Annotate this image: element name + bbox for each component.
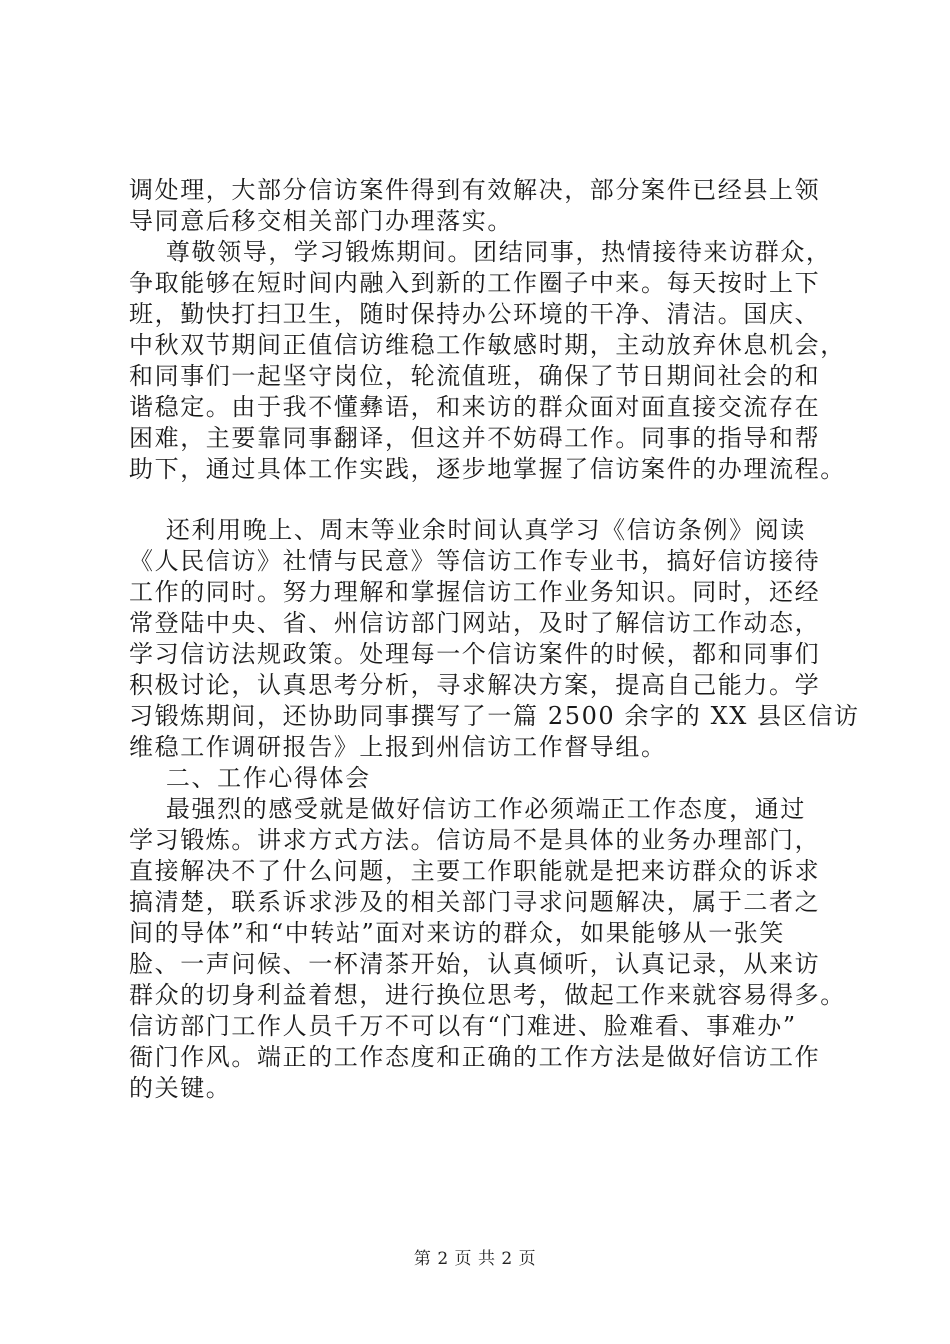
text-line: 谐稳定。由于我不懂彝语，和来访的群众面对面直接交流存在	[129, 393, 821, 421]
text-line: 积极讨论，认真思考分析，寻求解决方案，提高自己能力。学	[129, 671, 821, 699]
text-line: 学习锻炼。讲求方式方法。信访局不是具体的业务办理部门，	[129, 826, 821, 854]
text-line: 搞清楚，联系诉求涉及的相关部门寻求问题解决，属于二者之	[129, 888, 821, 916]
text-line: 《人民信访》社情与民意》等信访工作专业书，搞好信访接待	[129, 547, 821, 575]
paragraph	[129, 794, 864, 1104]
text-line: 脸、一声问候、一杯清茶开始，认真倾听，认真记录，从来访	[129, 950, 821, 978]
text-line: 尊敬领导，学习锻炼期间。团结同事，热情接待来访群众，	[129, 238, 832, 266]
section-heading	[129, 763, 864, 794]
text-line: 班，勤快打扫卫生，随时保持办公环境的干净、清洁。国庆、	[129, 300, 821, 328]
text-line: 助下，通过具体工作实践，逐步地掌握了信访案件的办理流程。	[129, 455, 846, 483]
paragraph	[129, 515, 864, 763]
text-line: 和同事们一起坚守岗位，轮流值班，确保了节日期间社会的和	[129, 362, 821, 390]
page-footer: 第 2 页 共 2 页	[413, 1249, 537, 1269]
text-line: 还利用晚上、周末等业余时间认真学习《信访条例》阅读	[129, 516, 806, 544]
text-line: 学习信访法规政策。处理每一个信访案件的时候，都和同事们	[129, 640, 821, 668]
text-line: 调处理，大部分信访案件得到有效解决，部分案件已经县上领	[129, 176, 821, 204]
text-line: 维稳工作调研报告》上报到州信访工作督导组。	[129, 733, 667, 761]
text-line: 的关键。	[129, 1074, 232, 1102]
paragraph-spacer	[129, 485, 864, 515]
text-line: 导同意后移交相关部门办理落实。	[129, 207, 513, 235]
text-line: 信访部门工作人员千万不可以有“门难进、脸难看、事难办”	[129, 1012, 797, 1040]
text-line: 争取能够在短时间内融入到新的工作圈子中来。每天按时上下	[129, 269, 821, 297]
text-line: 最强烈的感受就是做好信访工作必须端正工作态度，通过	[129, 795, 806, 823]
text-line: 工作的同时。努力理解和掌握信访工作业务知识。同时，还经	[129, 578, 821, 606]
text-line: 群众的切身利益着想，进行换位思考，做起工作来就容易得多。	[129, 981, 846, 1009]
text-line: 困难，主要靠同事翻译，但这并不妨碍工作。同事的指导和帮	[129, 424, 821, 452]
heading-text: 二、工作心得体会	[129, 764, 371, 792]
text-line: 中秋双节期间正值信访维稳工作敏感时期，主动放弃休息机会，	[129, 331, 846, 359]
paragraph	[129, 237, 864, 485]
text-line: 习锻炼期间，还协助同事撰写了一篇 2500 余字的 XX 县区信访	[129, 702, 860, 730]
text-line: 直接解决不了什么问题，主要工作职能就是把来访群众的诉求	[129, 857, 821, 885]
paragraph	[129, 175, 864, 237]
document-body	[129, 175, 864, 1104]
text-line: 衙门作风。端正的工作态度和正确的工作方法是做好信访工作	[129, 1043, 821, 1071]
text-line: 间的导体”和“中转站”面对来访的群众，如果能够从一张笑	[129, 919, 786, 947]
text-line: 常登陆中央、省、州信访部门网站，及时了解信访工作动态，	[129, 609, 821, 637]
